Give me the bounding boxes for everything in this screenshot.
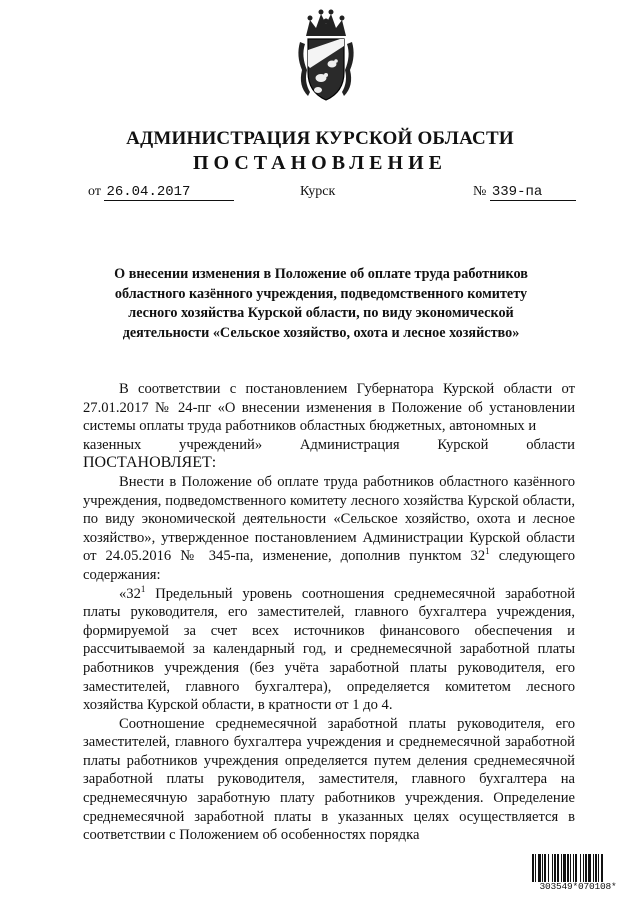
paragraph-preamble-tail	[83, 436, 575, 455]
clause-text: Предельный уровень соотношения среднемесячной заработной платы руководителя, его заместителей, главного бухгалтера учреждения, формируемой за счет всех источников финансового обеспечения и рассчитываемой за календарный год, и среднемесячной заработной платы работников учреждения (без учёта заработной платы руководителя, его заместителей, главного бухгалтера), определяется комитетом лесного хозяйства Курской области, в кратности от 1 до 4.	[83, 585, 575, 714]
organization-name: АДМИНИСТРАЦИЯ КУРСКОЙ ОБЛАСТИ	[126, 128, 514, 149]
barcode-bar	[598, 854, 599, 882]
title-line: О внесении изменения в Положение об оплате труда работников	[114, 266, 528, 282]
superscript: 1	[485, 546, 490, 557]
barcode-bar	[532, 854, 534, 882]
word: учреждений»	[179, 436, 263, 453]
barcode-bar	[542, 854, 543, 882]
barcode-bar	[583, 854, 584, 882]
barcode-bar	[535, 854, 536, 882]
amendment-text-tail: следующего содержания:	[83, 548, 576, 583]
barcode-bar	[570, 854, 571, 882]
barcode-bar	[548, 854, 549, 882]
barcode-bar	[544, 854, 546, 882]
document-date	[88, 184, 234, 201]
barcode-bar	[561, 854, 562, 882]
date-value: 26.04.2017	[104, 184, 234, 201]
document-body	[83, 380, 575, 845]
paragraph-preamble: В соответствии с постановлением Губернатора Курской области от 27.01.2017 № 24-пг «О внесении изменения в Положение об установлении системы оплаты труда работников областных бюджетных, автономных и	[83, 381, 575, 435]
word: казенных	[83, 436, 142, 453]
word: Администрация	[299, 436, 400, 453]
barcode-bar	[538, 854, 541, 882]
barcode-bar	[593, 854, 594, 882]
paragraph-ratio: Соотношение среднемесячной заработной платы руководителя, его заместителей, главного бухгалтера учреждения и среднемесячной заработной платы работников учреждения определяется путем деления среднемесячной заработной платы руководителя, заместителя, главного бухгалтера на среднемесячную заработную плату работников учреждения. Определение среднемесячной заработной платы в указанных целях осуществляется в соответствии с Положением об особенностях порядка	[83, 715, 575, 844]
word: Курской	[437, 436, 489, 453]
barcode-image	[532, 854, 624, 882]
amendment-text: Внести в Положение об оплате труда работников областного казённого учреждения, подведомственного комитету лесного хозяйства Курской области, по виду экономической деятельности «Сельское хозяйство, охота и лесное хозяйство», утвержденное постановлением Администрации Курской области от 24.05.2016 № 345-па, изменение, дополнив пунктом 32	[83, 473, 575, 565]
document-city: Курск	[300, 184, 336, 199]
date-prefix: от	[88, 184, 101, 199]
paragraph-amendment	[83, 473, 575, 585]
barcode-bar	[580, 854, 581, 882]
barcode-bar	[557, 854, 559, 882]
barcode-bar	[563, 854, 566, 882]
barcode-bar	[567, 854, 569, 882]
resolves-word: ПОСТАНОВЛЯЕТ:	[83, 454, 217, 472]
paragraph-clause-32-1	[83, 585, 575, 715]
barcode-bar	[552, 854, 553, 882]
barcode-bar	[601, 854, 603, 882]
barcode-bar	[588, 854, 591, 882]
superscript: 1	[140, 583, 146, 594]
clause-number: «32	[119, 585, 141, 602]
number-value: 339-па	[490, 184, 576, 201]
document-title	[82, 265, 560, 343]
barcode-bar	[595, 854, 597, 882]
coat-of-arms-emblem	[296, 6, 356, 104]
number-prefix: №	[473, 184, 487, 199]
barcode-digits: 303549*070108*	[539, 881, 617, 892]
title-line: деятельности «Сельское хозяйство, охота и лесное хозяйство»	[122, 324, 520, 341]
title-line: лесного хозяйства Курской области, по виду экономической	[128, 305, 514, 322]
word: области	[526, 436, 575, 453]
document-number	[473, 184, 576, 201]
document-type: ПОСТАНОВЛЕНИЕ	[193, 152, 447, 174]
barcode-bar	[585, 854, 587, 882]
barcode-bar	[554, 854, 556, 882]
barcode-bar	[573, 854, 574, 882]
title-line: областного казённого учреждения, подведомственного комитету	[114, 285, 528, 302]
barcode-bar	[575, 854, 577, 882]
